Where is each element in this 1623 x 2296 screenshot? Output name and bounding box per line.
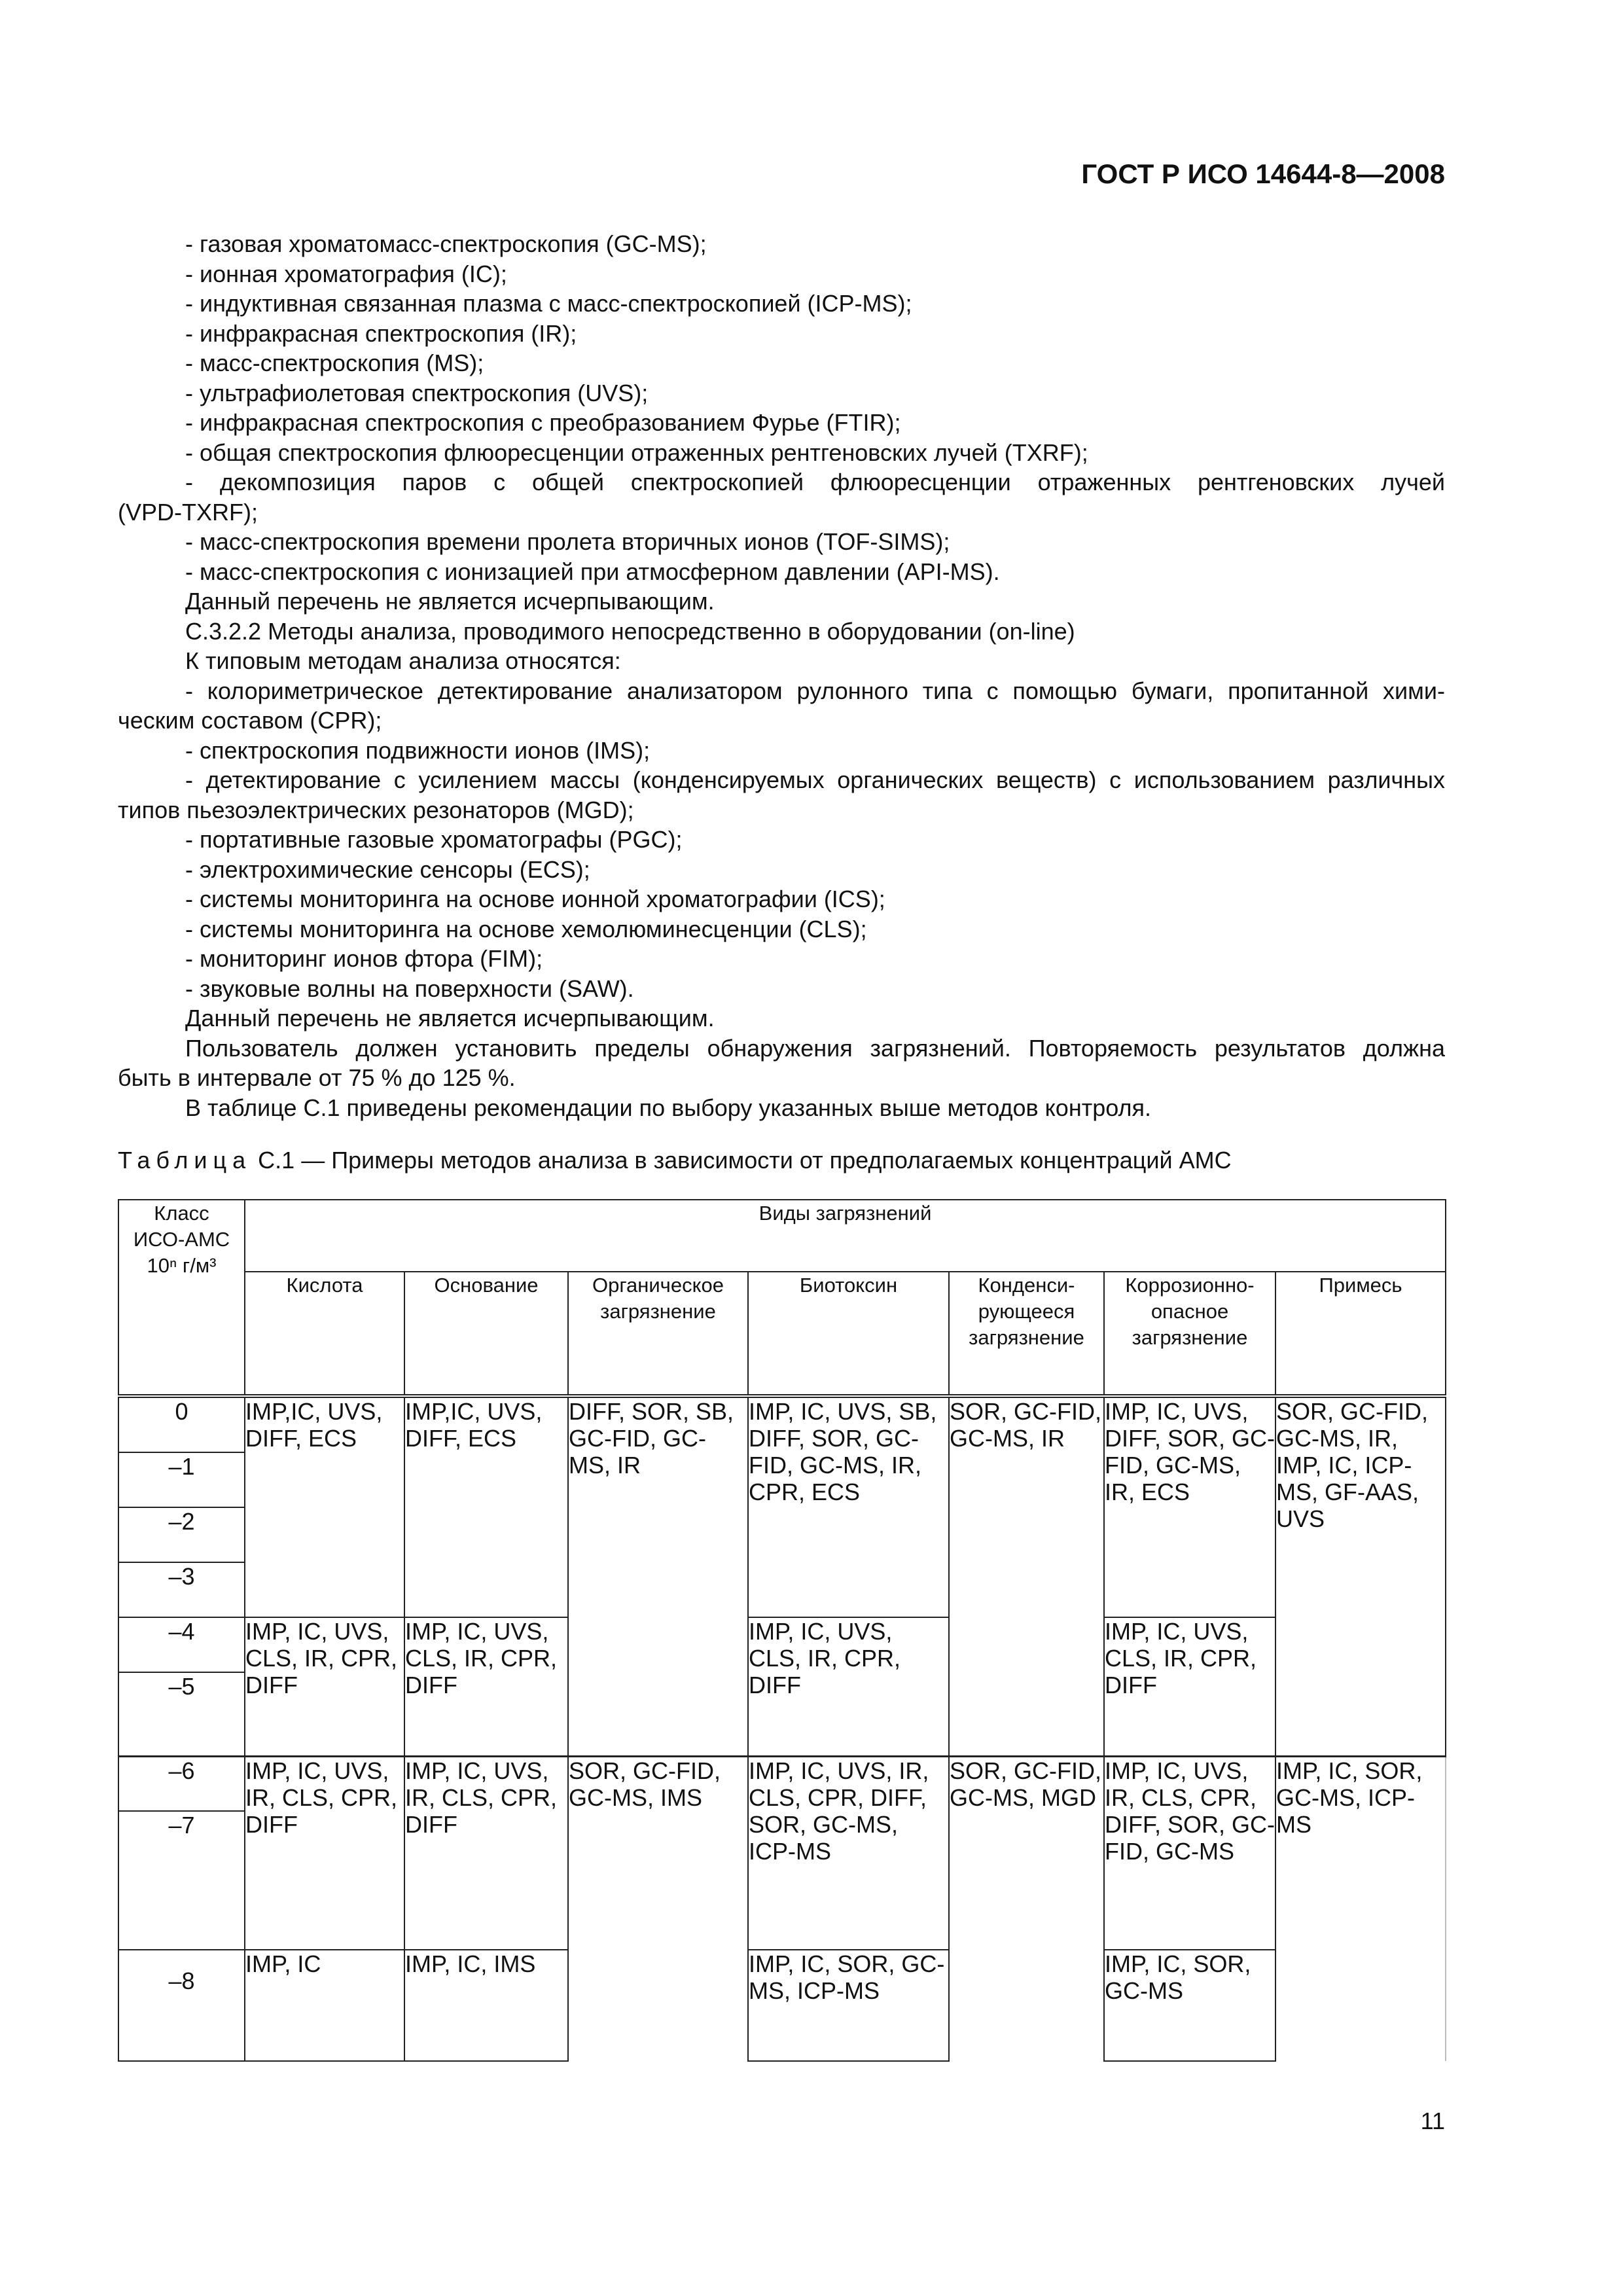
- paragraph-continuation: быть в интервале от 75 % до 125 %.: [118, 1064, 516, 1091]
- list-item-continuation: (VPD-TXRF);: [118, 498, 258, 526]
- table-cell: IMP, IC, UVS, IR, CLS, CPR, DIFF, SOR, GC-FID, GC-MS: [1104, 1756, 1275, 1950]
- list-item: - мониторинг ионов фтора (FIM);: [185, 945, 543, 972]
- table-cell: IMP, IC, SOR, GC-MS, ICP-MS: [748, 1950, 949, 2061]
- class-header-line: ИСО-АМС: [133, 1228, 230, 1251]
- list-item: - декомпозиция паров с общей спектроскопией флюоресценции отраженных рентгеновских лучей: [185, 469, 1445, 495]
- table-cell: IMP, IC, SOR, GC-MS: [1104, 1950, 1275, 2061]
- list-item: - системы мониторинга на основе ионной хроматографии (ICS);: [185, 886, 885, 912]
- table-cell: SOR, GC-FID, GC-MS, MGD: [949, 1756, 1104, 2061]
- class-cell: –8: [118, 1950, 245, 2061]
- list-item: - общая спектроскопия флюоресценции отраженных рентгеновских лучей (TXRF);: [185, 439, 1088, 466]
- table-cell: IMP,IC, UVS, DIFF, ECS: [245, 1396, 404, 1617]
- class-cell: –2: [118, 1507, 245, 1562]
- class-cell: –7: [118, 1811, 245, 1950]
- table-cell: IMP, IC, IMS: [404, 1950, 568, 2061]
- column-header: Конденси-рующееся загрязнение: [949, 1272, 1104, 1396]
- list-item-continuation: типов пьезоэлектрических резонаторов (MGD);: [118, 796, 634, 823]
- column-header: Основание: [404, 1272, 568, 1396]
- list-item: - детектирование с усилением массы (конденсируемых органических веществ) с использованием различных: [185, 766, 1445, 793]
- list-item: - масс-спектроскопия с ионизацией при атмосферном давлении (API-MS).: [185, 558, 1000, 585]
- page-number: 11: [1420, 2108, 1445, 2134]
- list-item: - масс-спектроскопия времени пролета вторичных ионов (TOF-SIMS);: [185, 528, 950, 555]
- group-header: Виды загрязнений: [245, 1200, 1446, 1272]
- paragraph: Данный перечень не является исчерпывающим.: [185, 1005, 715, 1031]
- paragraph: Пользователь должен установить пределы обнаружения загрязнений. Повторяемость результатов должна: [185, 1034, 1445, 1062]
- table-cell: IMP, IC, UVS, IR, CLS, CPR, DIFF, SOR, GC-MS, ICP-MS: [748, 1756, 949, 1950]
- class-header: [118, 1200, 245, 1396]
- column-header: Кислота: [245, 1272, 404, 1396]
- list-item: - ионная хроматография (IC);: [185, 260, 507, 287]
- table-cell: IMP, IC: [245, 1950, 404, 2061]
- class-cell: –4: [118, 1617, 245, 1672]
- list-item: - инфракрасная спектроскопия (IR);: [185, 319, 577, 347]
- list-item: - ультрафиолетовая спектроскопия (UVS);: [185, 379, 649, 406]
- paragraph: Данный перечень не является исчерпывающим.: [185, 588, 715, 615]
- section-heading: С.3.2.2 Методы анализа, проводимого непосредственно в оборудовании (on-line): [185, 617, 1075, 645]
- class-cell: 0: [118, 1396, 245, 1452]
- list-item: - газовая хроматомасс-спектроскопия (GC-MS);: [185, 230, 707, 257]
- class-header-line: 10ⁿ г/м³: [147, 1254, 217, 1277]
- table-cell: SOR, GC-FID, GC-MS, IR, IMP, IC, ICP-MS, GF-AAS, UVS: [1275, 1396, 1446, 1756]
- class-header-line: Класс: [154, 1202, 209, 1225]
- class-cell: –5: [118, 1672, 245, 1756]
- table-cell: DIFF, SOR, SB, GC-FID, GC-MS, IR: [568, 1396, 748, 1756]
- table-caption-text: С.1 — Примеры методов анализа в зависимости от предполагаемых концентраций АМС: [258, 1147, 1232, 1174]
- table-cell: SOR, GC-FID, GC-MS, IR: [949, 1396, 1104, 1756]
- column-header: Биотоксин: [748, 1272, 949, 1396]
- table-caption: [118, 1147, 1445, 1174]
- list-item: - спектроскопия подвижности ионов (IMS);: [185, 736, 651, 764]
- list-item: - звуковые волны на поверхности (SAW).: [185, 975, 634, 1002]
- list-item: - колориметрическое детектирование анализатором рулонного типа с помощью бумаги, пропитанной хими-: [185, 677, 1445, 704]
- document-header: ГОСТ Р ИСО 14644-8—2008: [1081, 158, 1445, 189]
- paragraph: В таблице С.1 приведены рекомендации по выбору указанных выше методов контроля.: [185, 1094, 1151, 1121]
- methods-table: [118, 1199, 1446, 2062]
- list-item: - электрохимические сенсоры (ECS);: [185, 855, 590, 883]
- table-cell: IMP, IC, UVS, CLS, IR, CPR, DIFF: [245, 1617, 404, 1756]
- table-cell: IMP, IC, UVS, CLS, IR, CPR, DIFF: [404, 1617, 568, 1756]
- table-cell: IMP, IC, UVS, DIFF, SOR, GC-FID, GC-MS, IR, ECS: [1104, 1396, 1275, 1617]
- list-item-continuation: ческим составом (CPR);: [118, 707, 382, 734]
- list-item: - индуктивная связанная плазма с масс-спектроскопией (ICP-MS);: [185, 290, 912, 317]
- table-cell: IMP, IC, UVS, SB, DIFF, SOR, GC-FID, GC-MS, IR, CPR, ECS: [748, 1396, 949, 1617]
- column-header: Коррозионно-опасное загрязнение: [1104, 1272, 1275, 1396]
- table-cell: IMP, IC, UVS, IR, CLS, CPR, DIFF: [245, 1756, 404, 1950]
- paragraph: К типовым методам анализа относятся:: [185, 647, 621, 674]
- table-cell: IMP, IC, UVS, IR, CLS, CPR, DIFF: [404, 1756, 568, 1950]
- table-cell: SOR, GC-FID, GC-MS, IMS: [568, 1756, 748, 2061]
- column-header: Примесь: [1275, 1272, 1446, 1396]
- class-cell: –3: [118, 1562, 245, 1617]
- table-cell: IMP,IC, UVS, DIFF, ECS: [404, 1396, 568, 1617]
- list-item: - портативные газовые хроматографы (PGC);: [185, 826, 683, 853]
- table-caption-label: Таблица: [118, 1147, 252, 1174]
- class-cell: –6: [118, 1756, 245, 1811]
- table-cell: IMP, IC, SOR, GC-MS, ICP-MS: [1275, 1756, 1446, 2061]
- class-cell: –1: [118, 1452, 245, 1507]
- list-item: - масс-спектроскопия (MS);: [185, 350, 484, 376]
- table-cell: IMP, IC, UVS, CLS, IR, CPR, DIFF: [748, 1617, 949, 1756]
- list-item: - системы мониторинга на основе хемолюминесценции (CLS);: [185, 915, 867, 942]
- list-item: - инфракрасная спектроскопия с преобразованием Фурье (FTIR);: [185, 409, 901, 436]
- table-cell: IMP, IC, UVS, CLS, IR, CPR, DIFF: [1104, 1617, 1275, 1756]
- body-text: [118, 229, 1445, 1122]
- column-header: Органическое загрязнение: [568, 1272, 748, 1396]
